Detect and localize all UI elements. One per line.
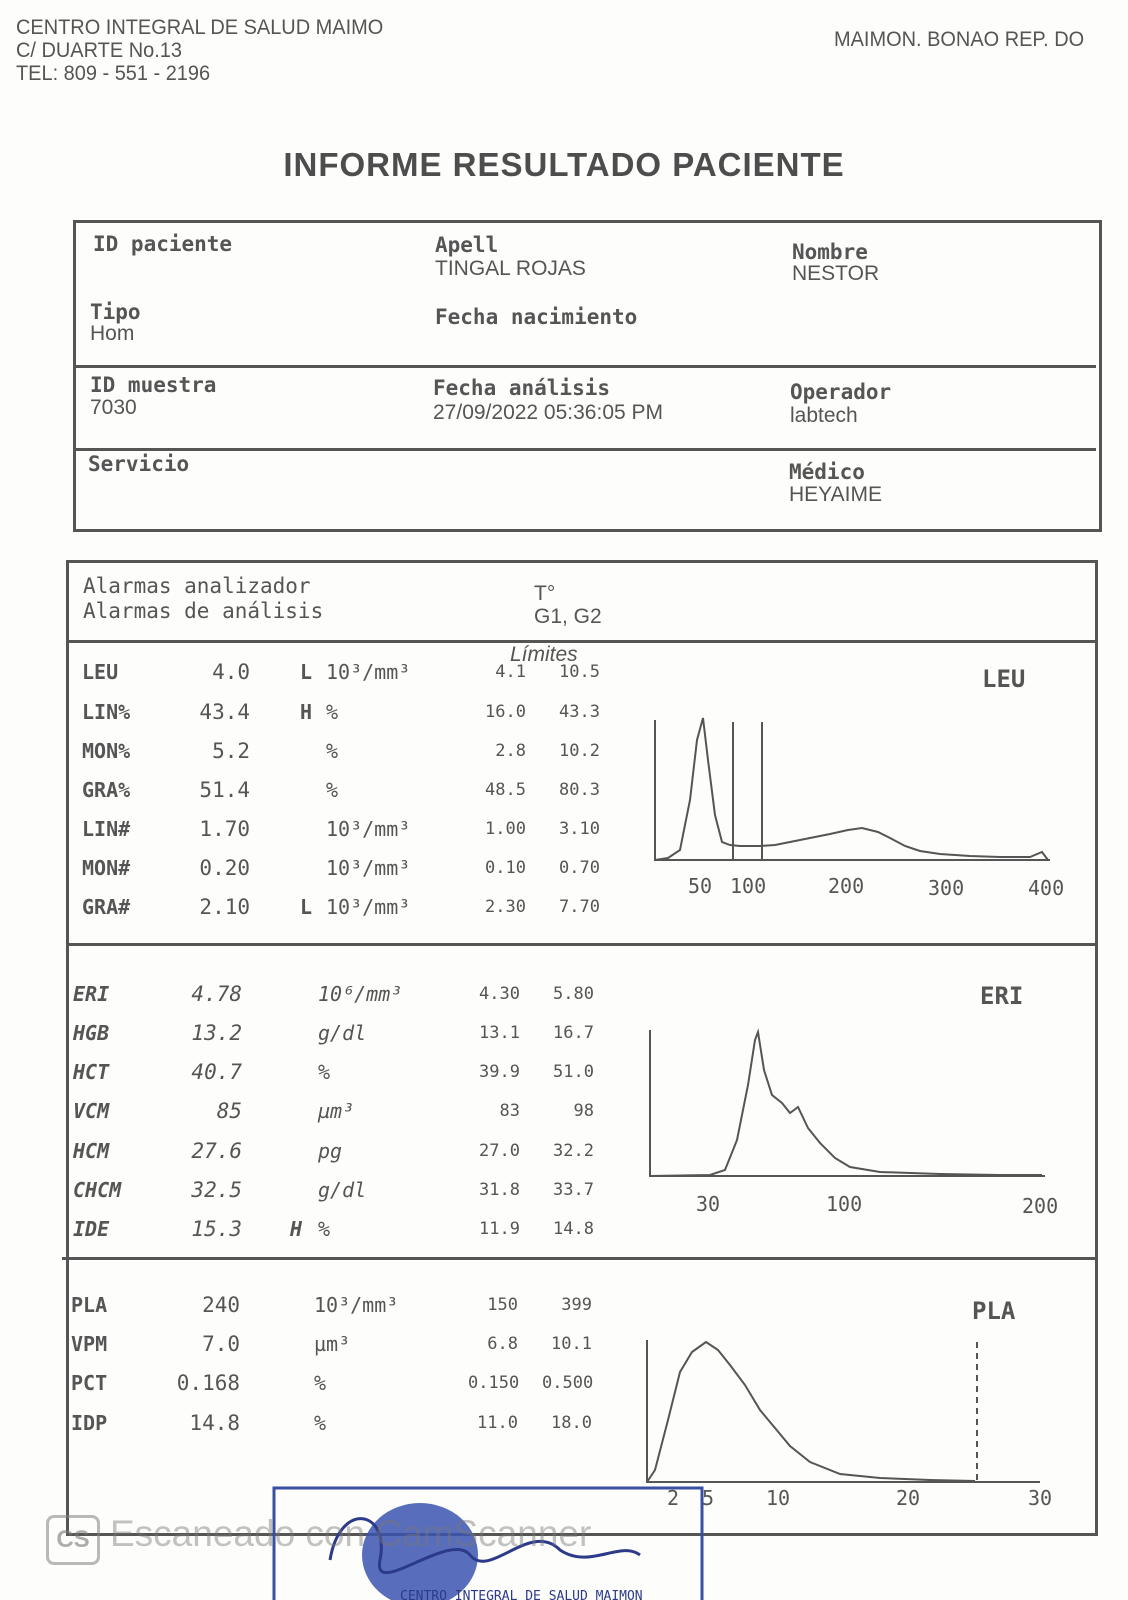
limit-low: 39.9 — [479, 1062, 520, 1082]
param-value: 15.3 — [191, 1217, 242, 1241]
limit-low: 48.5 — [485, 780, 526, 800]
limit-low: 2.8 — [495, 741, 526, 761]
limits-header: Límites — [510, 643, 578, 666]
param-unit: µm³ — [314, 1332, 351, 1356]
param-value: 4.0 — [212, 660, 250, 684]
param-name: IDP — [71, 1411, 108, 1435]
param-unit: % — [326, 700, 339, 724]
pla-histogram-title: PLA — [972, 1297, 1016, 1325]
limit-low: 0.150 — [468, 1373, 520, 1393]
param-name: HGB — [73, 1021, 110, 1045]
patient-id-label: ID paciente — [93, 232, 233, 256]
limit-high: 51.0 — [553, 1062, 594, 1082]
limit-high: 5.80 — [553, 984, 594, 1004]
eri-tick-label: 30 — [696, 1192, 721, 1216]
limit-high: 399 — [561, 1295, 592, 1315]
eri-histogram — [650, 1030, 1045, 1176]
eri-histogram-title: ERI — [980, 982, 1024, 1010]
limit-high: 10.2 — [559, 741, 600, 761]
leu-axis — [655, 720, 1050, 860]
limit-low: 83 — [499, 1101, 520, 1121]
param-value: 40.7 — [191, 1060, 242, 1084]
report-title: INFORME RESULTADO PACIENTE — [283, 146, 845, 183]
param-flag: L — [300, 660, 313, 684]
eri-tick-label: 100 — [826, 1192, 863, 1216]
pla-histogram — [647, 1340, 1040, 1482]
param-name: HCM — [73, 1139, 110, 1163]
pla-curve — [647, 1342, 975, 1482]
alarmas-analizador-label: Alarmas analizador — [83, 574, 311, 598]
limit-low: 11.0 — [477, 1413, 518, 1433]
id-muestra-value: 7030 — [90, 396, 137, 419]
pla-tick-label: 20 — [896, 1486, 921, 1510]
leu-tick-label: 50 — [688, 874, 713, 898]
camscanner-watermark: Escaneado con CamScanner — [110, 1513, 592, 1554]
eri-axis — [650, 1030, 1045, 1176]
param-value: 13.2 — [191, 1021, 242, 1045]
nombre-value: NESTOR — [792, 262, 880, 285]
limit-high: 3.10 — [559, 819, 600, 839]
limit-low: 6.8 — [487, 1334, 518, 1354]
param-name: GRA# — [82, 895, 131, 919]
limit-high: 0.500 — [542, 1373, 594, 1393]
param-name: MON% — [82, 739, 131, 763]
fecha-analisis-label: Fecha análisis — [433, 376, 611, 400]
param-unit: % — [314, 1411, 327, 1435]
medico-value: HEYAIME — [789, 483, 882, 506]
param-unit: 10³/mm³ — [326, 895, 411, 919]
param-name: IDE — [73, 1217, 110, 1241]
param-unit: µm³ — [318, 1099, 355, 1123]
alarma-analizador-value: T° — [534, 582, 556, 605]
limit-low: 150 — [487, 1295, 518, 1315]
param-unit: g/dl — [318, 1021, 367, 1045]
param-name: MON# — [82, 856, 131, 880]
limit-high: 14.8 — [553, 1219, 594, 1239]
id-muestra-label: ID muestra — [90, 373, 217, 397]
param-name: GRA% — [82, 778, 131, 802]
clinic-address: C/ DUARTE No.13 — [16, 39, 182, 62]
param-value: 14.8 — [189, 1411, 240, 1435]
clinic-phone: TEL: 809 - 551 - 2196 — [16, 62, 211, 85]
param-name: LEU — [82, 660, 119, 684]
param-flag: H — [290, 1217, 303, 1241]
param-name: PLA — [71, 1293, 108, 1317]
pla-axis — [647, 1340, 1040, 1482]
param-value: 7.0 — [202, 1332, 240, 1356]
stamp-text: CENTRO INTEGRAL DE SALUD MAIMON — [400, 1589, 643, 1600]
param-name: VPM — [71, 1332, 108, 1356]
eri-tick-label: 200 — [1022, 1194, 1059, 1218]
param-name: PCT — [71, 1371, 108, 1395]
param-value: 240 — [202, 1293, 240, 1317]
limit-low: 0.10 — [485, 858, 526, 878]
param-unit: % — [326, 778, 339, 802]
leu-ticks — [688, 874, 1064, 900]
limit-high: 33.7 — [553, 1180, 594, 1200]
param-unit: 10³/mm³ — [326, 660, 411, 684]
limit-high: 16.7 — [553, 1023, 594, 1043]
fecha-nacimiento-label: Fecha nacimiento — [435, 305, 638, 329]
param-value: 85 — [216, 1099, 242, 1123]
limit-low: 4.30 — [479, 984, 520, 1004]
camscanner-badge: CS — [46, 1515, 100, 1565]
param-unit: % — [314, 1371, 327, 1395]
param-unit: pg — [318, 1139, 343, 1163]
param-unit: g/dl — [318, 1178, 367, 1202]
limit-high: 7.70 — [559, 897, 600, 917]
limit-high: 10.5 — [559, 662, 600, 682]
param-value: 27.6 — [191, 1139, 242, 1163]
param-flag: L — [300, 895, 313, 919]
param-name: CHCM — [73, 1178, 122, 1202]
limit-high: 98 — [573, 1101, 594, 1121]
limit-high: 32.2 — [553, 1141, 594, 1161]
tipo-value: Hom — [90, 322, 135, 345]
param-value: 32.5 — [191, 1178, 242, 1202]
leu-tick-label: 400 — [1028, 876, 1065, 900]
leu-tick-label: 100 — [730, 874, 767, 898]
pla-tick-label: 5 — [702, 1486, 715, 1510]
leu-histogram-title: LEU — [982, 665, 1026, 693]
param-unit: 10³/mm³ — [314, 1293, 399, 1317]
limit-low: 1.00 — [485, 819, 526, 839]
param-name: ERI — [73, 982, 110, 1006]
operador-value: labtech — [790, 404, 858, 427]
pla-tick-label: 30 — [1028, 1486, 1053, 1510]
limit-low: 31.8 — [479, 1180, 520, 1200]
eri-curve — [650, 1032, 1042, 1176]
leu-tick-label: 300 — [928, 876, 965, 900]
apell-label: Apell — [435, 233, 499, 257]
limit-high: 18.0 — [551, 1413, 592, 1433]
param-value: 51.4 — [199, 778, 250, 802]
servicio-label: Servicio — [88, 452, 190, 476]
param-value: 0.20 — [199, 856, 250, 880]
param-value: 5.2 — [212, 739, 250, 763]
pla-ticks — [667, 1486, 1052, 1510]
limit-high: 43.3 — [559, 702, 600, 722]
param-unit: 10³/mm³ — [326, 856, 411, 880]
limit-low: 11.9 — [479, 1219, 520, 1239]
param-value: 1.70 — [199, 817, 250, 841]
param-flag: H — [300, 700, 313, 724]
leu-histogram — [655, 718, 1050, 860]
pla-tick-label: 2 — [667, 1486, 680, 1510]
medico-label: Médico — [789, 460, 865, 484]
param-name: VCM — [73, 1099, 110, 1123]
limit-low: 27.0 — [479, 1141, 520, 1161]
limit-high: 10.1 — [551, 1334, 592, 1354]
operador-label: Operador — [790, 380, 892, 404]
limit-low: 2.30 — [485, 897, 526, 917]
alarmas-analisis-label: Alarmas de análisis — [83, 599, 324, 623]
limit-high: 0.70 — [559, 858, 600, 878]
limit-high: 80.3 — [559, 780, 600, 800]
leu-tick-label: 200 — [828, 874, 865, 898]
fecha-analisis-value: 27/09/2022 05:36:05 PM — [433, 401, 664, 424]
apell-value: TINGAL ROJAS — [435, 257, 586, 280]
leu-curve — [655, 718, 1048, 860]
param-unit: 10³/mm³ — [326, 817, 411, 841]
param-unit: % — [318, 1060, 331, 1084]
eri-ticks — [696, 1192, 1058, 1218]
pla-tick-label: 10 — [766, 1486, 791, 1510]
param-name: LIN# — [82, 817, 131, 841]
limit-low: 4.1 — [495, 662, 526, 682]
param-value: 43.4 — [199, 700, 250, 724]
param-unit: 10⁶/mm³ — [318, 982, 403, 1006]
clinic-location: MAIMON. BONAO REP. DO — [834, 28, 1085, 51]
param-name: LIN% — [82, 700, 131, 724]
param-value: 2.10 — [199, 895, 250, 919]
alarma-analisis-value: G1, G2 — [534, 605, 602, 628]
param-unit: % — [318, 1217, 331, 1241]
param-value: 0.168 — [176, 1371, 240, 1395]
param-name: HCT — [73, 1060, 110, 1084]
limit-low: 16.0 — [485, 702, 526, 722]
param-unit: % — [326, 739, 339, 763]
param-value: 4.78 — [191, 982, 242, 1006]
clinic-name: CENTRO INTEGRAL DE SALUD MAIMO — [16, 16, 384, 39]
tipo-label: Tipo — [90, 300, 141, 324]
nombre-label: Nombre — [792, 240, 868, 264]
limit-low: 13.1 — [479, 1023, 520, 1043]
